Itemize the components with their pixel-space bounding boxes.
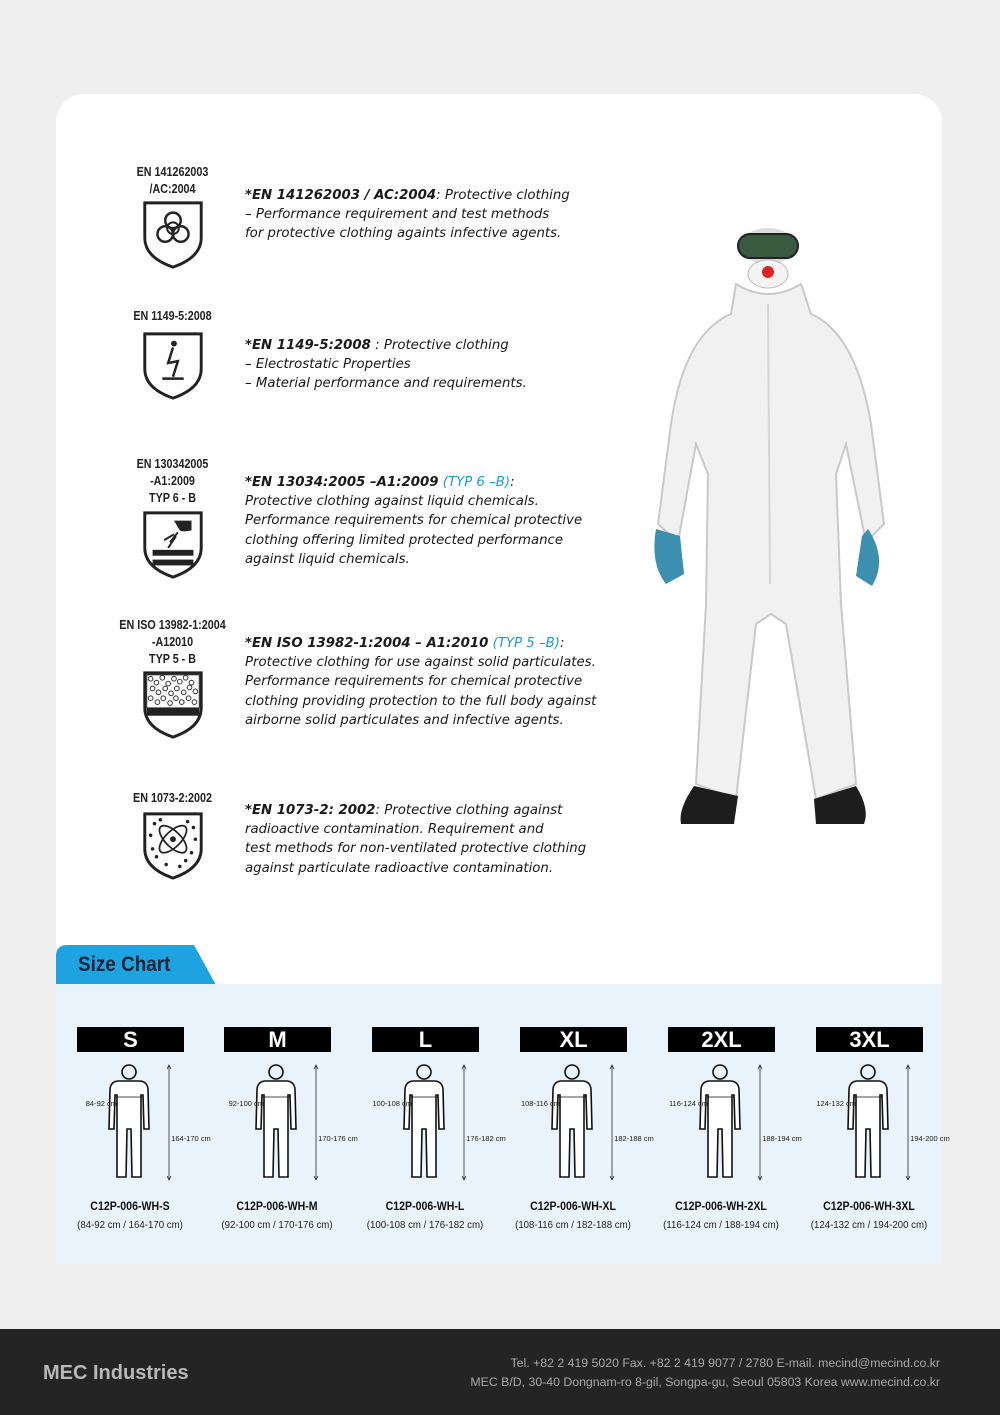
standard-description-line: – Material performance and requirements. xyxy=(245,376,527,392)
body-figure-icon xyxy=(814,1063,960,1183)
footer-contact-line2: MEC B/D, 30-40 Dongnam-ro 8-gil, Songpa-gu, Seoul 05803 Korea www.mecind.co.kr xyxy=(470,1375,940,1389)
model-size-range: (92-100 cm / 170-176 cm) xyxy=(221,1219,333,1231)
standard-description-line: for protective clothing againts infective agents. xyxy=(245,226,562,242)
footer-brand: MEC Industries xyxy=(43,1362,189,1384)
size-label: M xyxy=(224,1027,331,1052)
standard-code: *EN 141262003 / AC:2004 xyxy=(245,188,437,203)
standard-description-line: – Electrostatic Properties xyxy=(245,357,411,373)
size-label: XL xyxy=(520,1027,627,1052)
standard-code: *EN 1073-2: 2002 xyxy=(245,803,376,818)
standard-label: EN ISO 13982-1:2004 -A12010 TYP 5 - B xyxy=(119,618,226,666)
standard-description-line: Performance requirements for chemical protective xyxy=(245,674,583,690)
body-figure-icon xyxy=(75,1063,221,1183)
standard-description-line: against particulate radioactive contamination. xyxy=(245,860,554,876)
product-card xyxy=(56,94,950,1264)
electrostatic-icon xyxy=(140,330,206,402)
standard-description-line: airborne solid particulates and infective agents. xyxy=(245,712,564,728)
height-measurement: 164-170 cm xyxy=(171,1134,211,1143)
size-label: 3XL xyxy=(816,1027,923,1052)
standard-description-line: Performance requirements for chemical protective xyxy=(245,513,583,529)
standard-label: EN 1149-5:2008 xyxy=(133,309,212,323)
standard-code: *EN 1149-5:2008 xyxy=(245,338,371,353)
standard-description-line: against liquid chemicals. xyxy=(245,551,410,567)
standard-description-line: Protective clothing for use against solid particulates. xyxy=(245,655,596,671)
model-code: C12P-006-WH-XL xyxy=(530,1201,616,1213)
model-code: C12P-006-WH-S xyxy=(90,1201,170,1213)
standard-description-line: radioactive contamination. Requirement and xyxy=(245,822,544,838)
model-code: C12P-006-WH-M xyxy=(236,1201,318,1213)
liquid-chemical-icon xyxy=(140,509,206,581)
body-figure-icon xyxy=(370,1063,516,1183)
height-measurement: 170-176 cm xyxy=(318,1134,358,1143)
standard-description: *EN 1149-5:2008 : Protective clothing – Electrostatic Properties – Material performance and requirements. xyxy=(245,336,625,394)
standard-description-line: Protective clothing against liquid chemicals. xyxy=(245,494,539,510)
chest-measurement: 116-124 cm xyxy=(668,1099,708,1108)
chest-measurement: 92-100 cm xyxy=(228,1099,264,1108)
chest-measurement: 124-132 cm xyxy=(816,1099,856,1108)
standard-description: *EN ISO 13982-1:2004 – A1:2010 (TYP 5 –B): Protective clothing for use against solid particulates. Performance requirements for chemical protective clothing providing protection to the full body against airborne solid particulates and infective agents. xyxy=(245,634,625,730)
standard-type: (TYP 5 –B) xyxy=(488,636,560,651)
standard-description: *EN 13034:2005 –A1:2009 (TYP 6 –B): Protective clothing against liquid chemicals. Performance requirements for chemical protective clothing offering limited protected performance against liquid chemicals. xyxy=(245,473,625,569)
model-code: C12P-006-WH-3XL xyxy=(823,1201,915,1213)
standard-description: *EN 1073-2: 2002: Protective clothing against radioactive contamination. Requirement and test methods for non-ventilated protective clothing against particulate radioactive contamination. xyxy=(245,801,625,878)
coverall-photo xyxy=(636,224,906,879)
footer-contact xyxy=(470,1354,940,1392)
size-chart-title: Size Chart xyxy=(78,953,171,976)
footer xyxy=(0,1329,1000,1415)
model-code: C12P-006-WH-L xyxy=(385,1201,465,1213)
standard-label: EN 141262003 /AC:2004 xyxy=(136,165,209,196)
size-label: L xyxy=(372,1027,479,1052)
chest-measurement: 108-116 cm xyxy=(520,1099,560,1108)
model-size-range: (116-124 cm / 188-194 cm) xyxy=(663,1219,779,1231)
standard-description-line: test methods for non-ventilated protective clothing xyxy=(245,841,587,857)
standard-description: *EN 141262003 / AC:2004: Protective clothing – Performance requirement and test methods for protective clothing againts infective agents. xyxy=(245,186,625,244)
model-size-range: (84-92 cm / 164-170 cm) xyxy=(77,1219,183,1231)
model-size-range: (108-116 cm / 182-188 cm) xyxy=(515,1219,631,1231)
height-measurement: 194-200 cm xyxy=(910,1134,950,1143)
body-figure-icon xyxy=(666,1063,812,1183)
standard-type: (TYP 6 –B) xyxy=(438,475,511,490)
radioactive-contamination-icon xyxy=(140,810,206,882)
standard-description-line: clothing offering limited protected performance xyxy=(245,532,564,548)
particulate-icon xyxy=(140,669,206,741)
standard-label: EN 1073-2:2002 xyxy=(133,791,212,805)
footer-contact-line1: Tel. +82 2 419 5020 Fax. +82 2 419 9077 / 2780 E-mail. mecind@mecind.co.kr xyxy=(510,1356,940,1370)
size-label: S xyxy=(77,1027,184,1052)
body-figure-icon xyxy=(222,1063,368,1183)
height-measurement: 182-188 cm xyxy=(614,1134,654,1143)
standard-description-line: clothing providing protection to the full body against xyxy=(245,693,597,709)
height-measurement: 188-194 cm xyxy=(762,1134,802,1143)
standard-code: *EN ISO 13982-1:2004 – A1:2010 xyxy=(245,636,489,651)
standard-label: EN 130342005 -A1:2009 TYP 6 - B xyxy=(136,457,209,505)
height-measurement: 176-182 cm xyxy=(466,1134,506,1143)
chest-measurement: 84-92 cm xyxy=(85,1099,117,1108)
standard-description-line: – Performance requirement and test methods xyxy=(245,207,550,223)
model-size-range: (100-108 cm / 176-182 cm) xyxy=(366,1219,484,1231)
chest-measurement: 100-108 cm xyxy=(372,1099,412,1108)
size-label: 2XL xyxy=(668,1027,775,1052)
model-code: C12P-006-WH-2XL xyxy=(675,1201,767,1213)
body-figure-icon xyxy=(518,1063,664,1183)
biohazard-icon xyxy=(140,199,206,271)
standard-code: *EN 13034:2005 –A1:2009 xyxy=(245,475,439,490)
model-size-range: (124-132 cm / 194-200 cm) xyxy=(810,1219,928,1231)
